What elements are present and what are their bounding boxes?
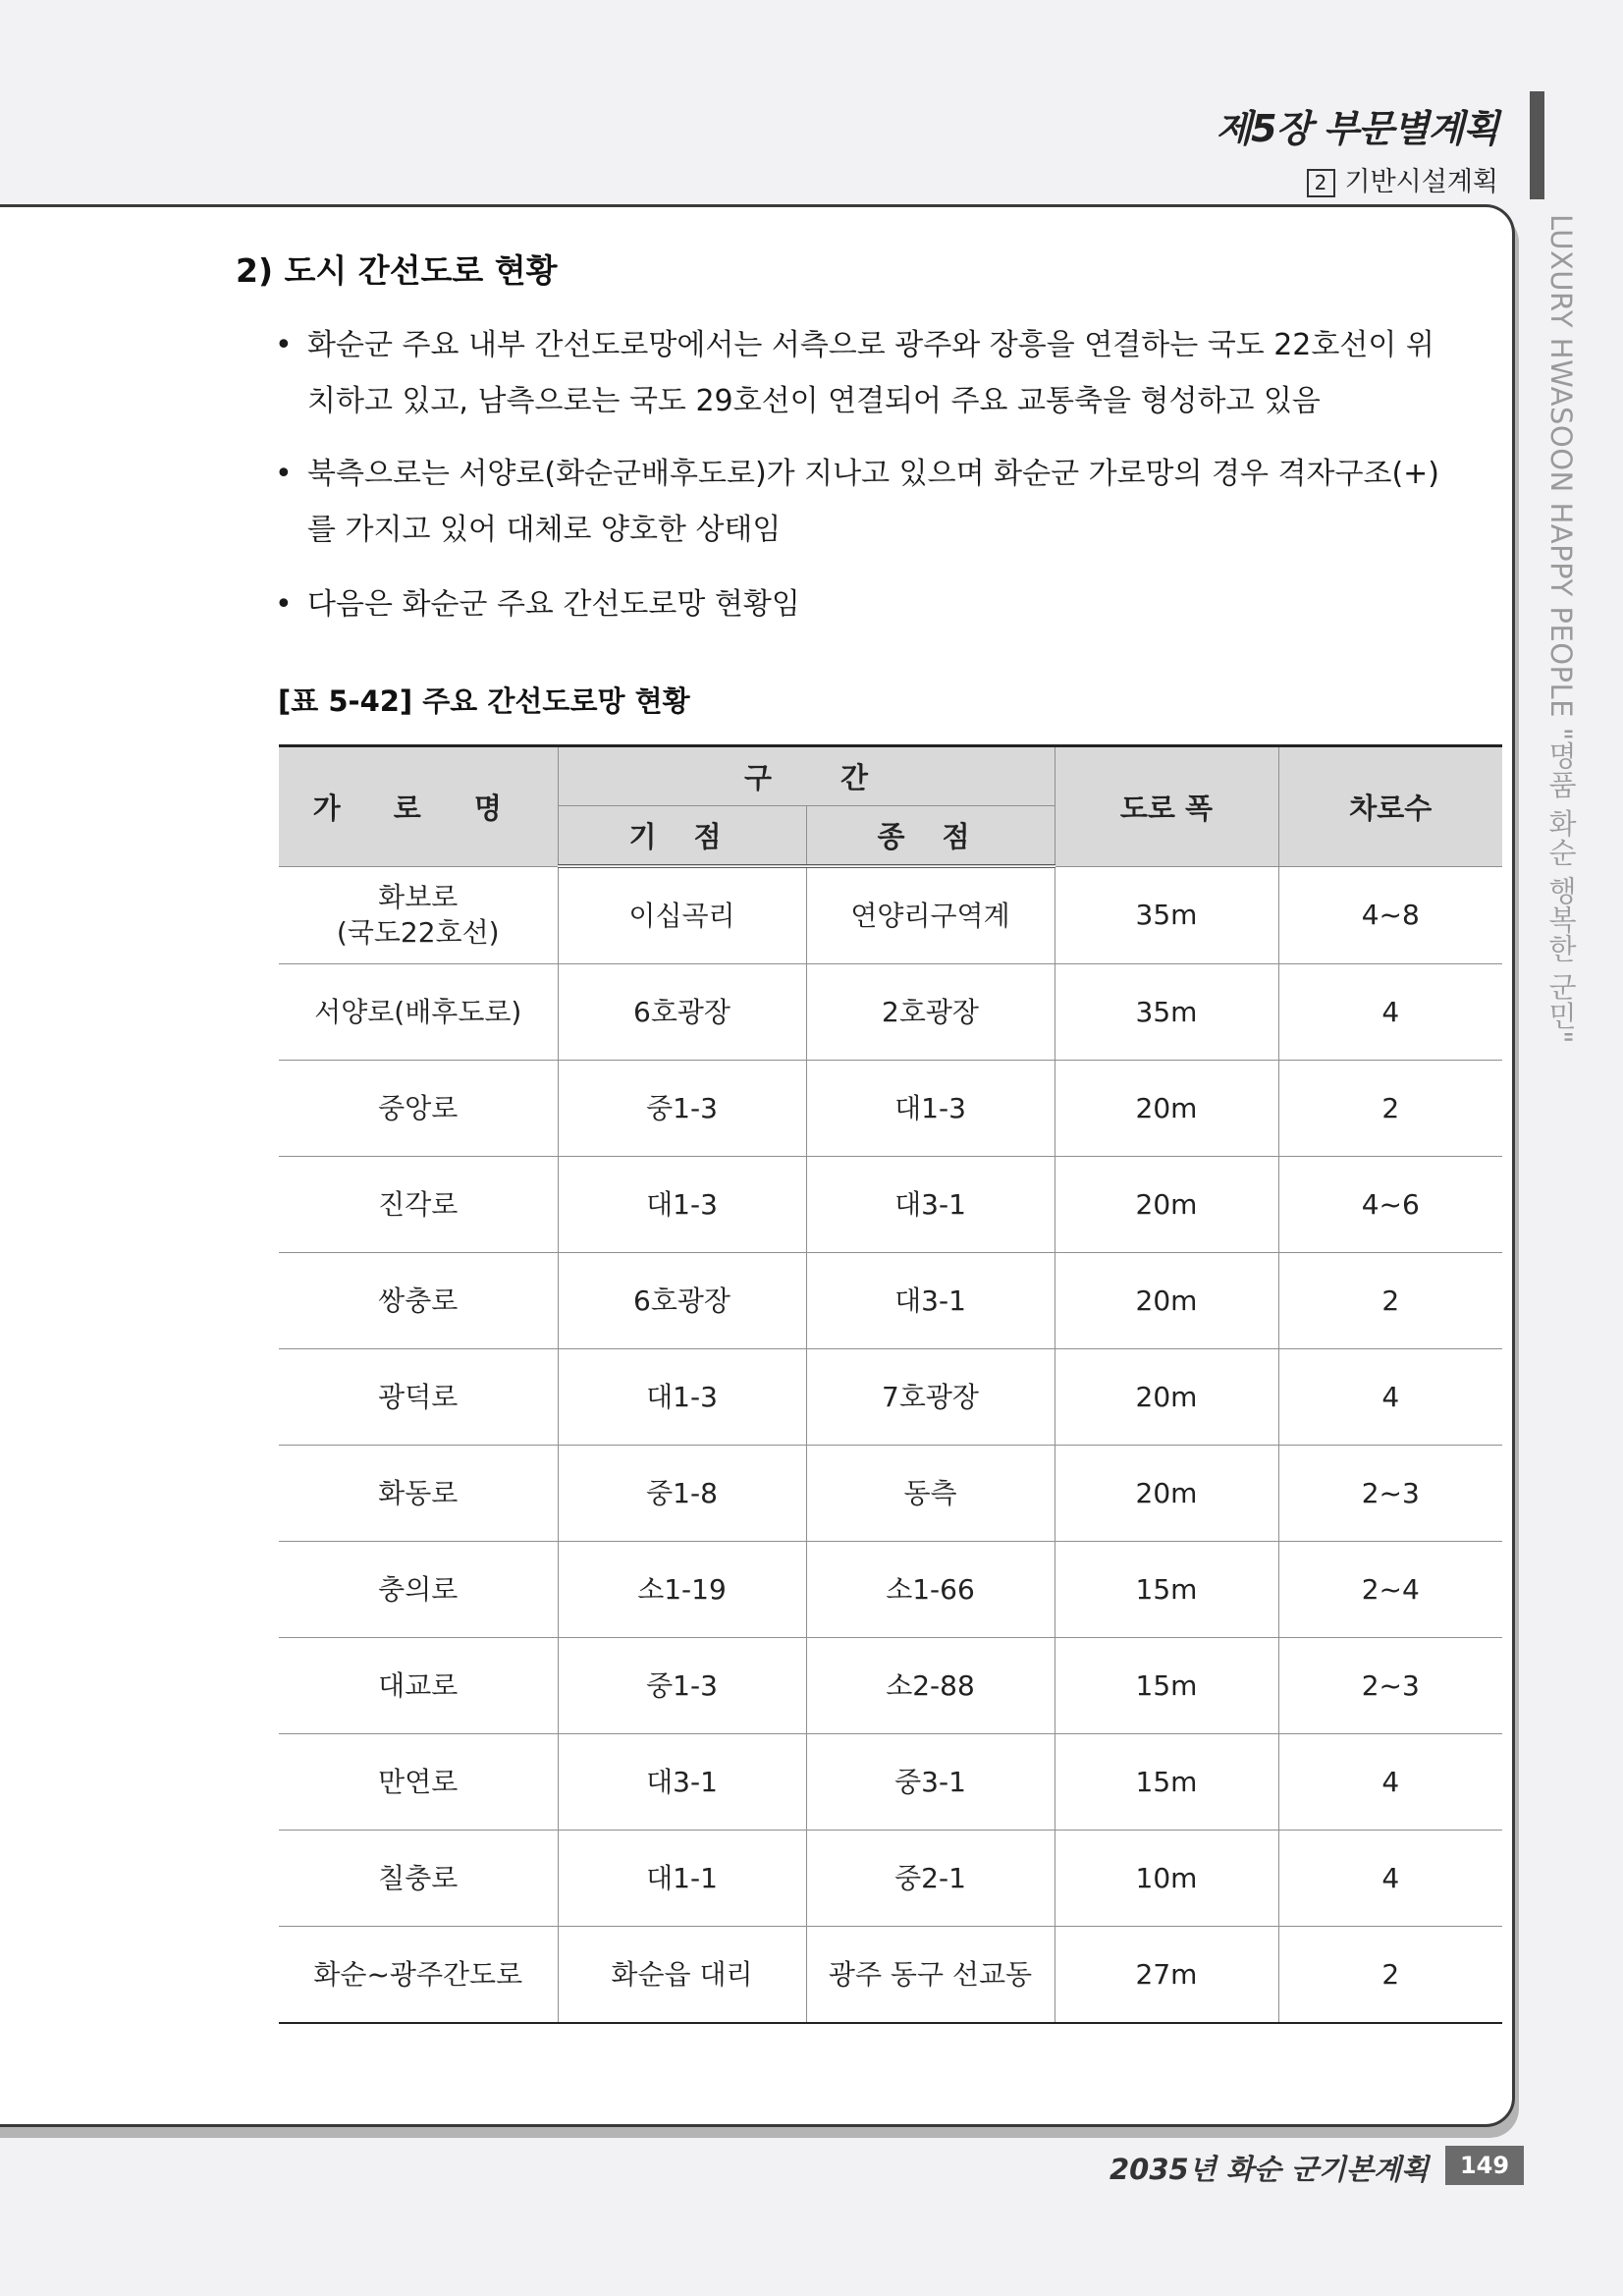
cell-road-name [279, 1349, 558, 1446]
bullet-item [275, 317, 1453, 429]
cell-end: 대1-3 [806, 1061, 1055, 1157]
bullet-text: 화순군 주요 내부 간선도로망에서는 서측으로 광주와 장흥을 연결하는 국도 22호선이 위치하고 있고, 남측으로는 국도 29호선이 연결되어 주요 교통축을 형성하고 있음 [307, 328, 1434, 418]
bullet-item [275, 576, 1453, 632]
section-subtitle [1307, 160, 1499, 198]
road-name-line: 충의로 [378, 1572, 459, 1606]
cell-width: 15m [1055, 1542, 1278, 1638]
chapter-title: 제5장 부문별계획 [1216, 107, 1498, 150]
cell-start: 소1-19 [558, 1542, 806, 1638]
road-name-line: 서양로(배후도로) [314, 995, 522, 1028]
table-row [279, 1734, 1502, 1831]
header-end: 종 점 [806, 806, 1055, 867]
cell-start: 대1-3 [558, 1157, 806, 1253]
cell-road-name [279, 1734, 558, 1831]
table-row [279, 1927, 1502, 2024]
cell-road-name [279, 1927, 558, 2024]
table-row [279, 1542, 1502, 1638]
section-heading: 2) 도시 간선도로 현황 [236, 251, 558, 290]
header-road-name: 가 로 명 [279, 746, 558, 867]
header-accent-bar [1530, 91, 1544, 199]
header-width: 도로 폭 [1055, 746, 1278, 867]
page-number: 149 [1445, 2146, 1524, 2185]
cell-road-name [279, 1831, 558, 1927]
cell-end: 연양리구역계 [806, 866, 1055, 964]
cell-lanes: 4~8 [1278, 866, 1502, 964]
bullet-dot-icon: • [275, 328, 293, 362]
cell-start: 대3-1 [558, 1734, 806, 1831]
bullet-item [275, 446, 1453, 558]
cell-start: 중1-8 [558, 1446, 806, 1542]
road-name-line: 칠충로 [378, 1861, 459, 1894]
cell-lanes: 2 [1278, 1253, 1502, 1349]
cell-start: 대1-1 [558, 1831, 806, 1927]
cell-start: 중1-3 [558, 1638, 806, 1734]
cell-road-name [279, 1253, 558, 1349]
header-section: 구 간 [558, 746, 1055, 806]
cell-start: 중1-3 [558, 1061, 806, 1157]
section-name: 기반시설계획 [1344, 167, 1498, 197]
cell-road-name [279, 964, 558, 1061]
cell-width: 20m [1055, 1446, 1278, 1542]
cell-width: 35m [1055, 964, 1278, 1061]
table-row [279, 1638, 1502, 1734]
cell-width: 20m [1055, 1253, 1278, 1349]
cell-end: 대3-1 [806, 1157, 1055, 1253]
cell-width: 20m [1055, 1157, 1278, 1253]
header-lanes: 차로수 [1278, 746, 1502, 867]
table-row [279, 1446, 1502, 1542]
road-name-line: 중앙로 [378, 1091, 459, 1124]
cell-lanes: 2 [1278, 1927, 1502, 2024]
bullet-text: 다음은 화순군 주요 간선도로망 현황임 [307, 587, 800, 622]
cell-start: 6호광장 [558, 1253, 806, 1349]
cell-end: 광주 동구 선교동 [806, 1927, 1055, 2024]
cell-road-name [279, 1157, 558, 1253]
cell-end: 소2-88 [806, 1638, 1055, 1734]
cell-start: 이십곡리 [558, 866, 806, 964]
road-name-line: (국도22호선) [336, 915, 500, 949]
cell-end: 동측 [806, 1446, 1055, 1542]
cell-lanes: 4 [1278, 1734, 1502, 1831]
table-row [279, 1349, 1502, 1446]
bullet-dot-icon: • [275, 457, 293, 491]
cell-road-name [279, 1061, 558, 1157]
roads-table [279, 744, 1502, 2024]
cell-lanes: 2 [1278, 1061, 1502, 1157]
cell-end: 7호광장 [806, 1349, 1055, 1446]
cell-width: 20m [1055, 1349, 1278, 1446]
cell-width: 27m [1055, 1927, 1278, 2024]
cell-lanes: 4 [1278, 1831, 1502, 1927]
road-name-line: 만연로 [378, 1765, 459, 1798]
cell-lanes: 2~3 [1278, 1638, 1502, 1734]
bullet-text: 북측으로는 서양로(화순군배후도로)가 지나고 있으며 화순군 가로망의 경우 격자구조(+)를 가지고 있어 대체로 양호한 상태임 [307, 457, 1440, 547]
table-row [279, 964, 1502, 1061]
cell-road-name [279, 1638, 558, 1734]
cell-road-name [279, 1542, 558, 1638]
cell-start: 6호광장 [558, 964, 806, 1061]
road-name-line: 화보로 [378, 880, 459, 913]
cell-road-name [279, 1446, 558, 1542]
section-number-box: 2 [1307, 169, 1335, 197]
road-name-line: 화동로 [378, 1476, 459, 1509]
cell-width: 35m [1055, 866, 1278, 964]
road-name-line: 화순~광주간도로 [313, 1957, 523, 1991]
road-name-line: 쌍충로 [378, 1284, 459, 1317]
road-name-line: 진각로 [378, 1187, 459, 1221]
cell-lanes: 4~6 [1278, 1157, 1502, 1253]
cell-end: 소1-66 [806, 1542, 1055, 1638]
cell-road-name [279, 866, 558, 964]
table-row [279, 866, 1502, 964]
table-row [279, 1831, 1502, 1927]
cell-lanes: 4 [1278, 1349, 1502, 1446]
cell-width: 15m [1055, 1734, 1278, 1831]
bullet-dot-icon: • [275, 587, 293, 622]
header-start: 기 점 [558, 806, 806, 867]
cell-lanes: 2~4 [1278, 1542, 1502, 1638]
table-caption: [표 5-42] 주요 간선도로망 현황 [278, 684, 690, 718]
cell-start: 화순읍 대리 [558, 1927, 806, 2024]
table-row [279, 1061, 1502, 1157]
cell-width: 10m [1055, 1831, 1278, 1927]
cell-width: 15m [1055, 1638, 1278, 1734]
cell-end: 중2-1 [806, 1831, 1055, 1927]
table-row [279, 1253, 1502, 1349]
table-row [279, 1157, 1502, 1253]
cell-lanes: 2~3 [1278, 1446, 1502, 1542]
cell-end: 2호광장 [806, 964, 1055, 1061]
cell-end: 대3-1 [806, 1253, 1055, 1349]
road-name-line: 광덕로 [378, 1380, 459, 1413]
road-name-line: 대교로 [378, 1668, 459, 1702]
cell-end: 중3-1 [806, 1734, 1055, 1831]
footer-title: 2035년 화순 군기본계획 [1109, 2153, 1429, 2186]
cell-start: 대1-3 [558, 1349, 806, 1446]
cell-lanes: 4 [1278, 964, 1502, 1061]
side-slogan: LUXURY HWASOON HAPPY PEOPLE "명품 화순 행복한 군민" [1544, 214, 1578, 1045]
cell-width: 20m [1055, 1061, 1278, 1157]
